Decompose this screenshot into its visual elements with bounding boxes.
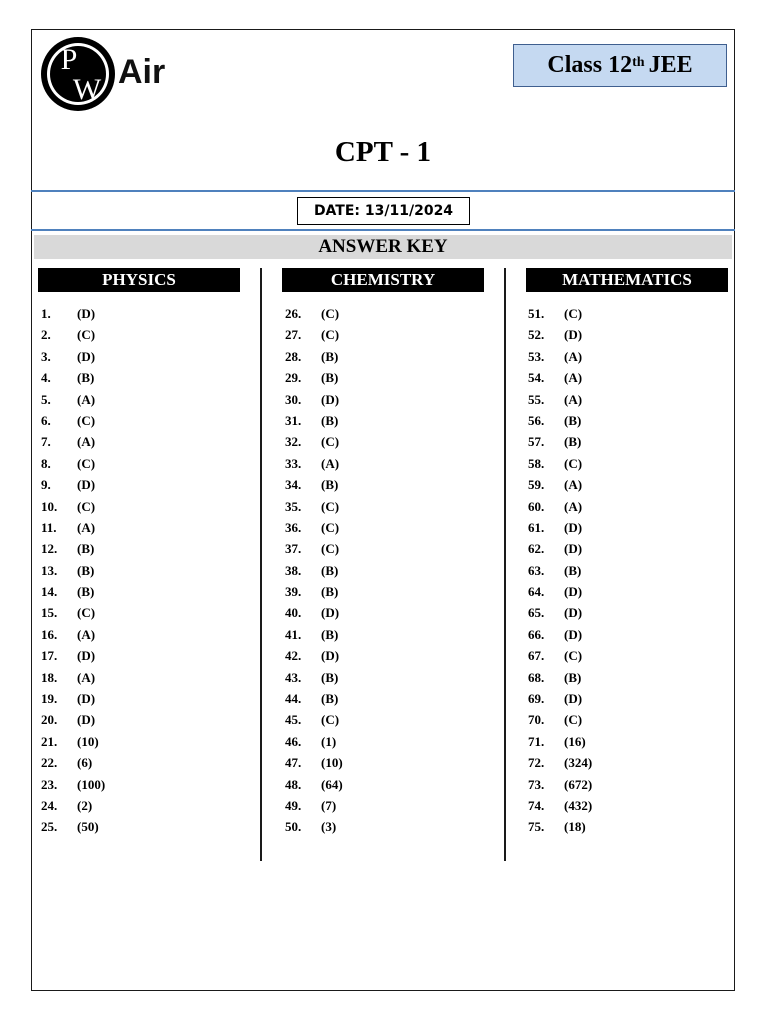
answer-value: (10) xyxy=(321,755,343,771)
answer-row xyxy=(285,453,343,474)
column-divider xyxy=(260,268,262,861)
answer-value: (50) xyxy=(77,819,99,835)
answer-value: (B) xyxy=(77,584,95,600)
answer-row xyxy=(528,816,592,837)
answer-row xyxy=(528,667,592,688)
question-number: 42. xyxy=(285,648,302,664)
question-number: 25. xyxy=(41,819,58,835)
answer-row xyxy=(285,367,343,388)
answer-value: (B) xyxy=(321,562,339,578)
answer-value: (A) xyxy=(564,477,583,493)
question-number: 34. xyxy=(285,477,302,493)
mathematics-heading: MATHEMATICS xyxy=(526,268,728,292)
answer-row xyxy=(41,303,105,324)
answer-value: (B) xyxy=(564,434,582,450)
answer-value: (D) xyxy=(564,626,583,642)
answer-value: (B) xyxy=(321,477,339,493)
answer-row xyxy=(41,731,105,752)
answer-value: (B) xyxy=(564,562,582,578)
question-number: 59. xyxy=(528,477,545,493)
answer-row xyxy=(528,688,592,709)
answer-value: (A) xyxy=(321,455,340,471)
answer-row xyxy=(285,795,343,816)
question-number: 4. xyxy=(41,370,51,386)
answer-value: (C) xyxy=(77,455,96,471)
question-number: 52. xyxy=(528,327,545,343)
answer-value: (A) xyxy=(564,348,583,364)
answer-value: (D) xyxy=(77,691,96,707)
answer-value: (C) xyxy=(564,712,583,728)
answer-row xyxy=(285,410,343,431)
question-number: 64. xyxy=(528,584,545,600)
answer-row xyxy=(41,688,105,709)
answer-value: (6) xyxy=(77,755,93,771)
answer-value: (D) xyxy=(77,348,96,364)
question-number: 36. xyxy=(285,519,302,535)
question-number: 65. xyxy=(528,605,545,621)
question-number: 24. xyxy=(41,797,58,813)
answer-value: (324) xyxy=(564,755,593,771)
answer-row xyxy=(41,324,105,345)
answer-row xyxy=(528,431,592,452)
question-number: 23. xyxy=(41,776,58,792)
answer-row xyxy=(285,346,343,367)
question-number: 35. xyxy=(285,498,302,514)
answer-value: (432) xyxy=(564,797,593,813)
question-number: 6. xyxy=(41,412,51,428)
answer-value: (A) xyxy=(77,626,96,642)
question-number: 73. xyxy=(528,776,545,792)
answer-row xyxy=(285,602,343,623)
answer-value: (B) xyxy=(321,370,339,386)
question-number: 11. xyxy=(41,519,57,535)
question-number: 13. xyxy=(41,562,58,578)
answer-row xyxy=(41,795,105,816)
answer-value: (D) xyxy=(564,691,583,707)
answer-row xyxy=(528,752,592,773)
answer-value: (100) xyxy=(77,776,106,792)
question-number: 47. xyxy=(285,755,302,771)
pw-logo xyxy=(38,35,178,115)
answer-value: (B) xyxy=(77,541,95,557)
question-number: 44. xyxy=(285,691,302,707)
svg-text:P: P xyxy=(60,43,78,76)
question-number: 18. xyxy=(41,669,58,685)
answer-value: (D) xyxy=(564,541,583,557)
question-number: 14. xyxy=(41,584,58,600)
question-number: 75. xyxy=(528,819,545,835)
answer-value: (D) xyxy=(564,519,583,535)
answer-row xyxy=(41,667,105,688)
answer-value: (10) xyxy=(77,733,99,749)
question-number: 22. xyxy=(41,755,58,771)
chemistry-answers xyxy=(285,303,343,838)
question-number: 39. xyxy=(285,584,302,600)
question-number: 71. xyxy=(528,733,545,749)
answer-row xyxy=(285,774,343,795)
question-number: 48. xyxy=(285,776,302,792)
answer-value: (C) xyxy=(321,519,340,535)
question-number: 63. xyxy=(528,562,545,578)
answer-value: (A) xyxy=(77,669,96,685)
answer-value: (A) xyxy=(77,434,96,450)
answer-value: (D) xyxy=(77,648,96,664)
question-number: 19. xyxy=(41,691,58,707)
svg-text:Air: Air xyxy=(118,53,166,91)
answer-row xyxy=(285,816,343,837)
answer-value: (B) xyxy=(321,348,339,364)
answer-value: (B) xyxy=(77,370,95,386)
question-number: 7. xyxy=(41,434,51,450)
answer-value: (A) xyxy=(77,391,96,407)
answer-value: (A) xyxy=(564,498,583,514)
physics-answers xyxy=(41,303,105,838)
answer-value: (D) xyxy=(77,477,96,493)
answer-row xyxy=(528,346,592,367)
question-number: 21. xyxy=(41,733,58,749)
question-number: 15. xyxy=(41,605,58,621)
answer-row xyxy=(285,752,343,773)
question-number: 27. xyxy=(285,327,302,343)
answer-value: (C) xyxy=(564,455,583,471)
answer-row xyxy=(285,688,343,709)
answer-value: (C) xyxy=(321,434,340,450)
answer-row xyxy=(285,474,343,495)
physics-heading: PHYSICS xyxy=(38,268,240,292)
question-number: 67. xyxy=(528,648,545,664)
answer-value: (B) xyxy=(321,626,339,642)
answer-value: (3) xyxy=(321,819,337,835)
answer-row xyxy=(41,816,105,837)
answer-row xyxy=(285,709,343,730)
answer-row xyxy=(41,346,105,367)
question-number: 70. xyxy=(528,712,545,728)
question-number: 66. xyxy=(528,626,545,642)
answer-row xyxy=(528,324,592,345)
answer-row xyxy=(528,538,592,559)
answer-value: (C) xyxy=(77,412,96,428)
class-sup: th xyxy=(632,54,645,70)
page-title: CPT - 1 xyxy=(334,136,432,168)
question-number: 16. xyxy=(41,626,58,642)
answer-row xyxy=(41,560,105,581)
question-number: 51. xyxy=(528,306,545,321)
answer-row xyxy=(41,602,105,623)
question-number: 29. xyxy=(285,370,302,386)
answer-row xyxy=(528,560,592,581)
answer-row xyxy=(41,389,105,410)
answer-row xyxy=(528,389,592,410)
answer-row xyxy=(41,367,105,388)
answer-row xyxy=(41,645,105,666)
svg-text:W: W xyxy=(72,73,102,106)
answer-row xyxy=(528,709,592,730)
question-number: 46. xyxy=(285,733,302,749)
question-number: 74. xyxy=(528,797,545,813)
answer-row xyxy=(528,410,592,431)
answer-value: (B) xyxy=(321,412,339,428)
question-number: 58. xyxy=(528,455,545,471)
question-number: 72. xyxy=(528,755,545,771)
class-suffix: JEE xyxy=(648,52,693,78)
question-number: 45. xyxy=(285,712,302,728)
mathematics-answers xyxy=(528,303,592,838)
answer-value: (A) xyxy=(564,370,583,386)
question-number: 33. xyxy=(285,455,302,471)
question-number: 37. xyxy=(285,541,302,557)
answer-value: (C) xyxy=(564,648,583,664)
answer-row xyxy=(528,602,592,623)
answer-row xyxy=(285,645,343,666)
answer-value: (7) xyxy=(321,797,337,813)
answer-row xyxy=(41,752,105,773)
answer-value: (B) xyxy=(321,584,339,600)
question-number: 17. xyxy=(41,648,58,664)
answer-value: (672) xyxy=(564,776,593,792)
answer-value: (18) xyxy=(564,819,586,835)
answer-row xyxy=(528,367,592,388)
question-number: 2. xyxy=(41,327,51,343)
answer-row xyxy=(285,538,343,559)
answer-value: (D) xyxy=(564,327,583,343)
chemistry-heading: CHEMISTRY xyxy=(282,268,484,292)
divider-bottom xyxy=(31,229,735,231)
divider-top xyxy=(31,190,735,192)
answer-row xyxy=(528,795,592,816)
answer-row xyxy=(285,624,343,645)
answer-value: (C) xyxy=(564,306,583,321)
answer-value: (C) xyxy=(77,498,96,514)
answer-value: (D) xyxy=(564,605,583,621)
column-divider xyxy=(504,268,506,861)
answer-value: (C) xyxy=(321,327,340,343)
answer-row xyxy=(285,517,343,538)
answer-row xyxy=(41,496,105,517)
answer-value: (C) xyxy=(321,306,340,321)
question-number: 55. xyxy=(528,391,545,407)
answer-row xyxy=(285,389,343,410)
answer-row xyxy=(528,474,592,495)
question-number: 32. xyxy=(285,434,302,450)
answer-value: (C) xyxy=(77,605,96,621)
answer-value: (C) xyxy=(321,498,340,514)
question-number: 49. xyxy=(285,797,302,813)
date-box: DATE: 13/11/2024 xyxy=(297,197,470,225)
question-number: 28. xyxy=(285,348,302,364)
answer-value: (1) xyxy=(321,733,337,749)
answer-row xyxy=(285,731,343,752)
answer-row xyxy=(528,517,592,538)
answer-value: (64) xyxy=(321,776,343,792)
answer-key-heading: ANSWER KEY xyxy=(34,235,732,259)
question-number: 31. xyxy=(285,412,302,428)
answer-row xyxy=(285,496,343,517)
question-number: 5. xyxy=(41,391,51,407)
answer-row xyxy=(285,667,343,688)
question-number: 56. xyxy=(528,412,545,428)
answer-row xyxy=(528,774,592,795)
class-prefix: Class 12 xyxy=(547,52,633,78)
answer-row xyxy=(528,453,592,474)
answer-value: (D) xyxy=(77,306,96,321)
question-number: 43. xyxy=(285,669,302,685)
question-number: 38. xyxy=(285,562,302,578)
answer-value: (C) xyxy=(321,541,340,557)
question-number: 10. xyxy=(41,498,58,514)
answer-value: (A) xyxy=(77,519,96,535)
answer-value: (C) xyxy=(77,327,96,343)
question-number: 1. xyxy=(41,306,51,321)
answer-row xyxy=(528,581,592,602)
class-badge xyxy=(513,44,727,87)
answer-value: (B) xyxy=(564,412,582,428)
question-number: 60. xyxy=(528,498,545,514)
question-number: 50. xyxy=(285,819,302,835)
answer-value: (D) xyxy=(77,712,96,728)
answer-row xyxy=(285,560,343,581)
answer-value: (D) xyxy=(564,584,583,600)
answer-row xyxy=(285,324,343,345)
question-number: 12. xyxy=(41,541,58,557)
answer-value: (B) xyxy=(321,691,339,707)
question-number: 57. xyxy=(528,434,545,450)
question-number: 30. xyxy=(285,391,302,407)
answer-row xyxy=(285,581,343,602)
answer-row xyxy=(41,538,105,559)
answer-value: (2) xyxy=(77,797,93,813)
question-number: 40. xyxy=(285,605,302,621)
answer-value: (C) xyxy=(321,712,340,728)
question-number: 3. xyxy=(41,348,51,364)
answer-value: (B) xyxy=(77,562,95,578)
answer-row xyxy=(41,517,105,538)
answer-row xyxy=(285,303,343,324)
answer-row xyxy=(41,410,105,431)
answer-value: (D) xyxy=(321,605,340,621)
question-number: 62. xyxy=(528,541,545,557)
answer-row xyxy=(528,496,592,517)
answer-value: (B) xyxy=(564,669,582,685)
answer-row xyxy=(41,431,105,452)
answer-value: (A) xyxy=(564,391,583,407)
answer-row xyxy=(41,474,105,495)
question-number: 8. xyxy=(41,455,51,471)
page-frame xyxy=(31,29,735,991)
question-number: 41. xyxy=(285,626,302,642)
question-number: 9. xyxy=(41,477,51,493)
question-number: 53. xyxy=(528,348,545,364)
answer-row xyxy=(528,303,592,324)
answer-row xyxy=(528,624,592,645)
question-number: 69. xyxy=(528,691,545,707)
answer-row xyxy=(528,645,592,666)
question-number: 61. xyxy=(528,519,545,535)
answer-row xyxy=(41,453,105,474)
question-number: 54. xyxy=(528,370,545,386)
answer-row xyxy=(41,581,105,602)
answer-row xyxy=(41,774,105,795)
answer-row xyxy=(41,624,105,645)
answer-row xyxy=(285,431,343,452)
answer-row xyxy=(528,731,592,752)
question-number: 68. xyxy=(528,669,545,685)
question-number: 26. xyxy=(285,306,302,321)
answer-value: (B) xyxy=(321,669,339,685)
answer-row xyxy=(41,709,105,730)
answer-value: (16) xyxy=(564,733,586,749)
answer-value: (D) xyxy=(321,391,340,407)
answer-value: (D) xyxy=(321,648,340,664)
question-number: 20. xyxy=(41,712,58,728)
